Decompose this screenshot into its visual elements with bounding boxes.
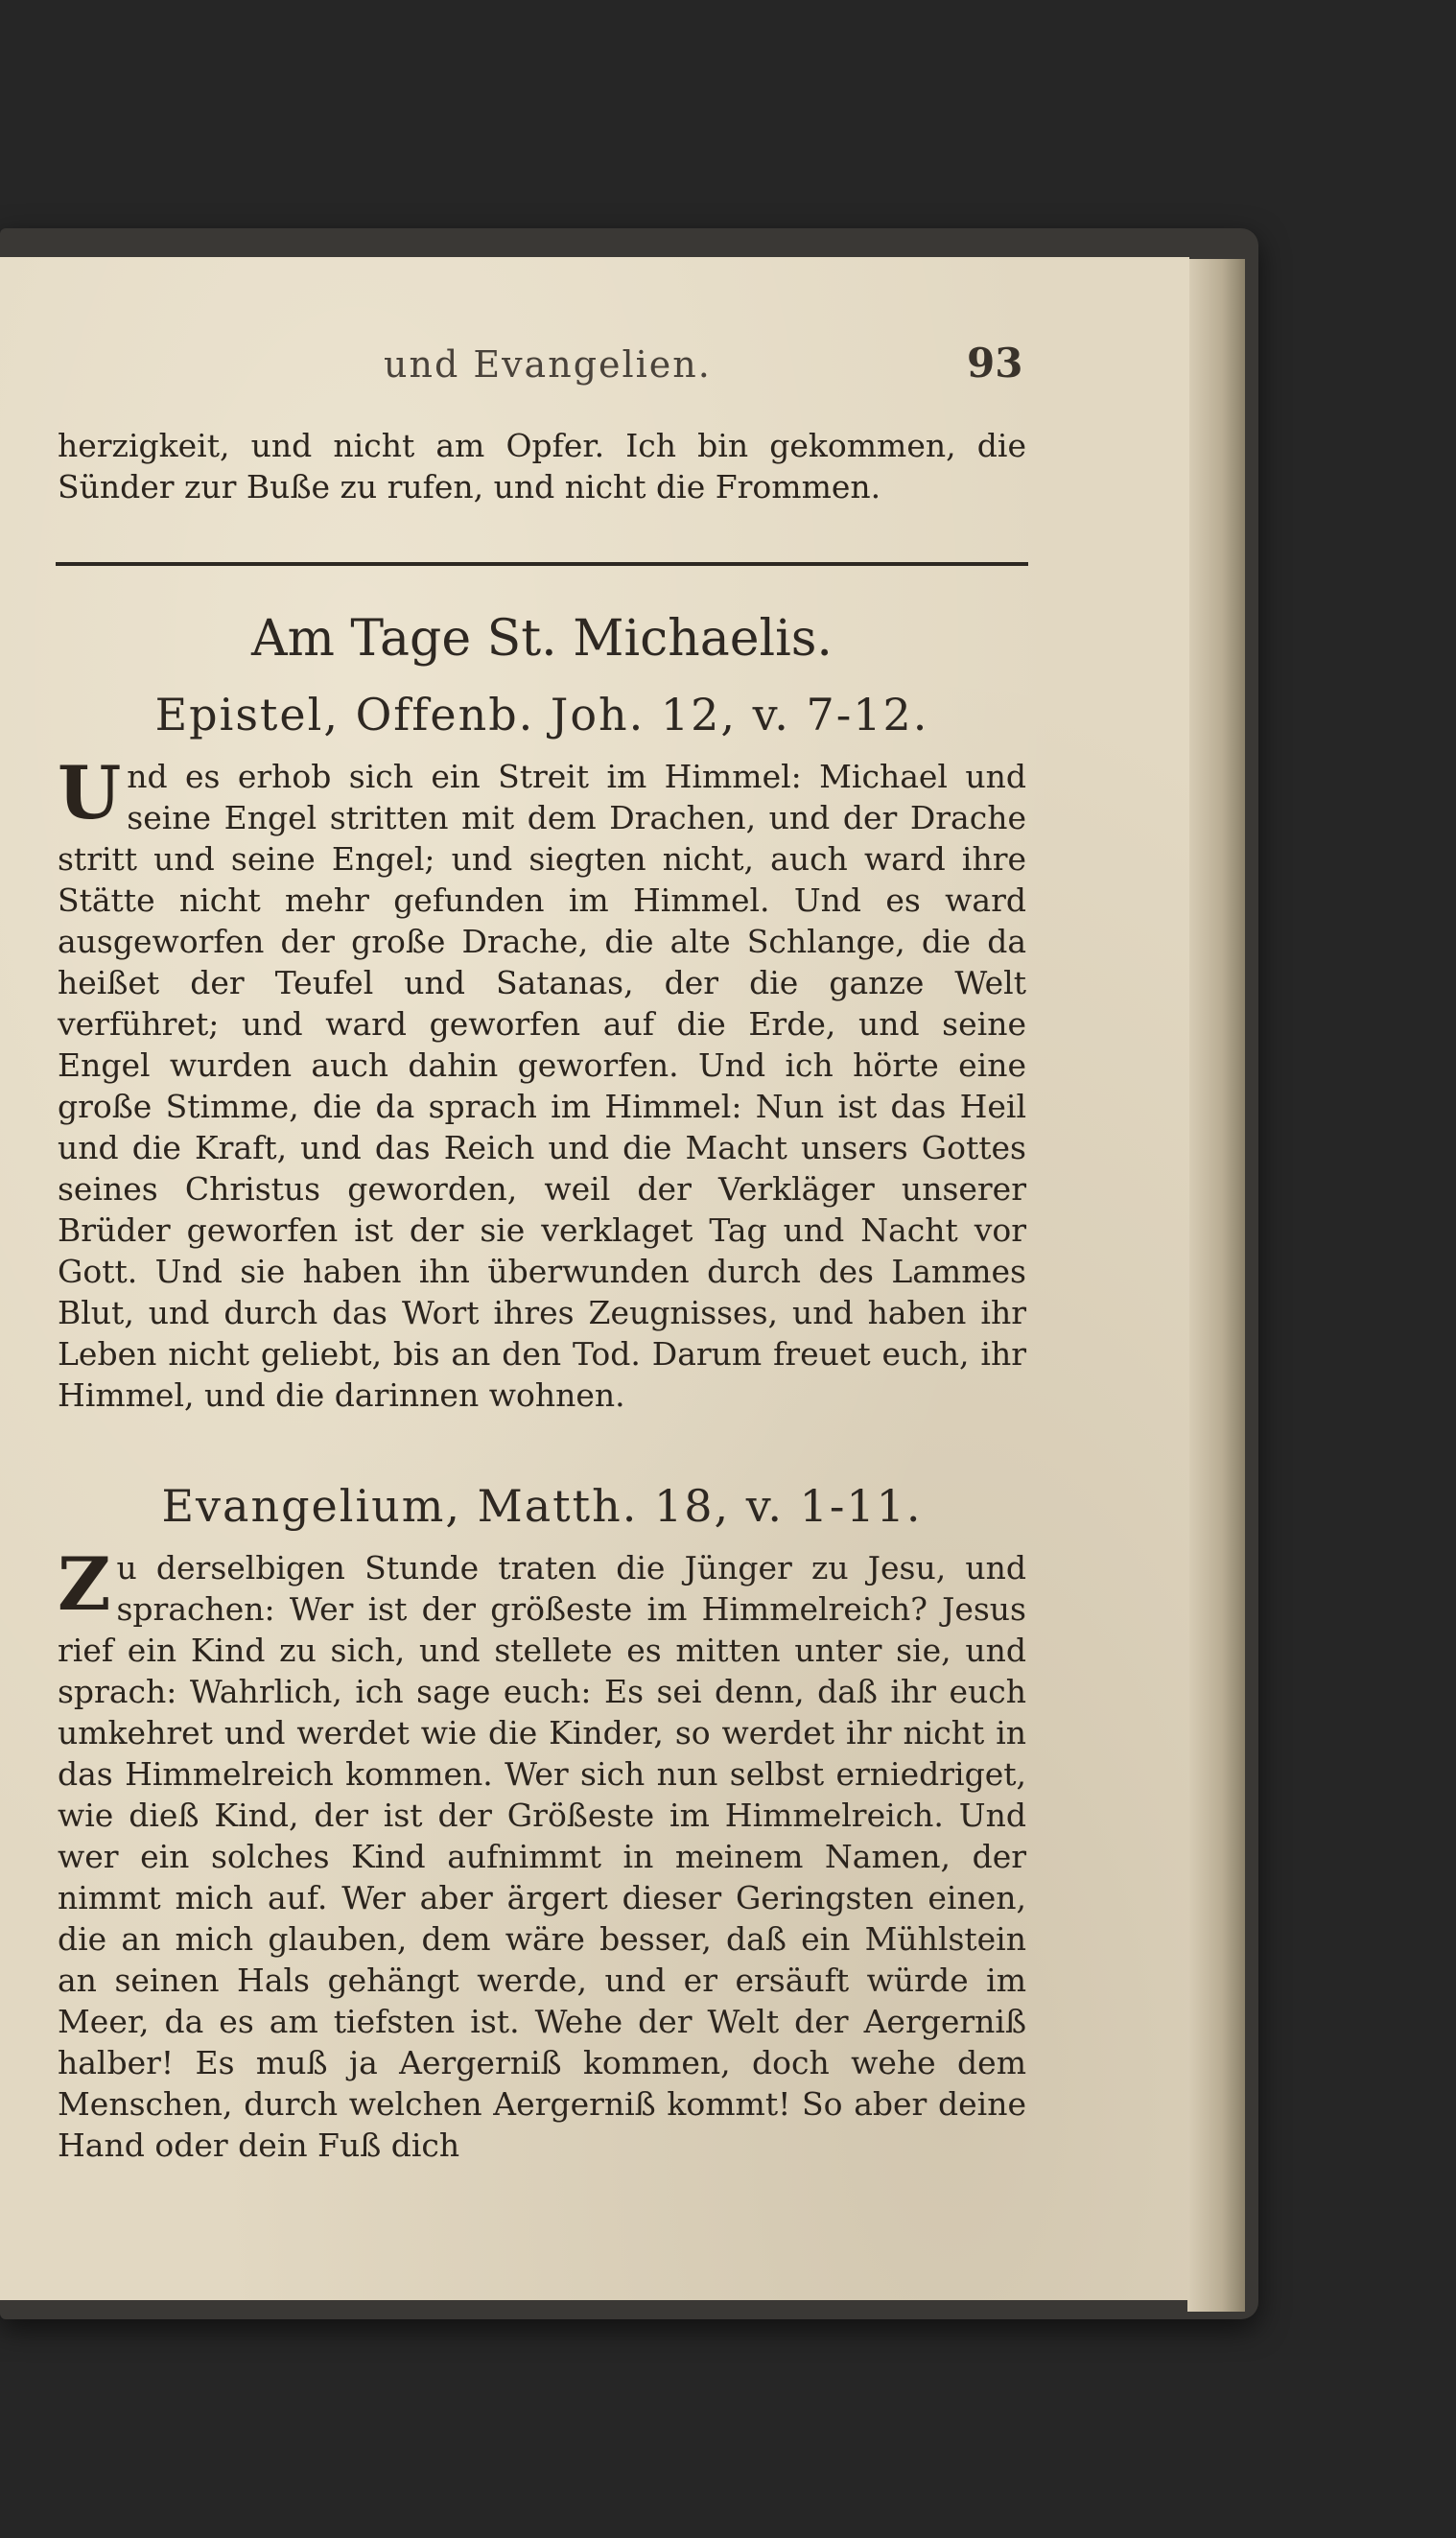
epistle-dropcap: U <box>58 750 122 835</box>
gospel-dropcap: Z <box>58 1541 111 1627</box>
gospel-heading: Evangelium, Matth. 18, v. 1-11. <box>161 1480 923 1532</box>
epistle-heading: Epistel, Offenb. Joh. 12, v. 7-12. <box>154 689 929 740</box>
epistle-paragraph <box>58 750 1026 1416</box>
epistle-text: nd es erhob sich ein Streit im Himmel: Michael und seine Engel stritten mit dem Drachen, und der Drache stritt und seine Engel; und siegten nicht, auch ward ihre Stätte nicht mehr gefunden im Himmel. Und es ward ausgeworfen der große Drache, die alte Schlange, die da heißet der Teufel und Satanas, der die ganze Welt verführet; und ward geworfen auf die Erde, und seine Engel wurden auch dahin geworfen. Und ich hörte eine große Stimme, die da sprach im Himmel: Nun ist das Heil und die Kraft, und das Reich und die Macht unsers Gottes seines Christus geworden, weil der Verkläger unserer Brüder geworfen ist der sie verklaget Tag und Nacht vor Gott. Und sie haben ihn überwunden durch des Lammes Blut, und durch das Wort ihres Zeugnisses, und haben ihr Leben nicht geliebt, bis an den Tod. Darum freuet euch, ihr Himmel, und die darinnen wohnen. <box>58 758 1026 1414</box>
section-divider <box>56 562 1028 566</box>
intro-paragraph: herzigkeit, und nicht am Opfer. Ich bin gekommen, die Sünder zur Buße zu rufen, und nicht die Frommen. <box>58 427 1026 505</box>
gospel-paragraph <box>58 1541 1026 2166</box>
section-title: Am Tage St. Michaelis. <box>251 610 833 668</box>
book-page <box>0 257 1189 2300</box>
page-edges <box>1187 259 1245 2312</box>
gospel-text: u derselbigen Stunde traten die Jünger zu Jesu, und sprachen: Wer ist der größeste im Himmelreich? Jesus rief ein Kind zu sich, und stellete es mitten unter sie, und sprach: Wahrlich, ich sage euch: Es sei denn, daß ihr euch umkehret und werdet wie die Kinder, so werdet ihr nicht in das Himmelreich kommen. Wer sich nun selbst erniedriget, wie dieß Kind, der ist der Größeste im Himmelreich. Und wer ein solches Kind aufnimmt in meinem Namen, der nimmt mich auf. Wer aber ärgert dieser Geringsten einen, die an mich glauben, dem wäre besser, daß ein Mühlstein an seinen Hals gehängt werde, und er ersäuft würde im Meer, da es am tiefsten ist. Wehe der Welt der Aergerniß halber! Es muß ja Aergerniß kommen, doch wehe dem Menschen, durch welchen Aergerniß kommt! So aber deine Hand oder dein Fuß dich <box>58 1549 1026 2164</box>
running-header: und Evangelien. <box>384 343 712 386</box>
page-number: 93 <box>967 340 1023 387</box>
